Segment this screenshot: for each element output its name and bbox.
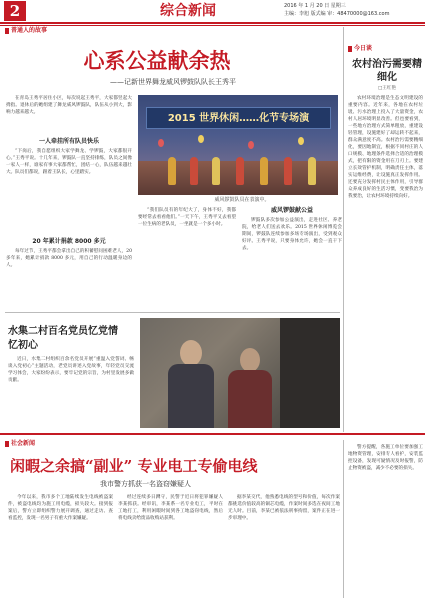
issue-editor: 主编：李旭 版式编 审：48470000@163.com: [284, 11, 390, 17]
bottom-paragraph: 经过连续多日蹲守，民警于近日将犯罪嫌疑人李某抓获。经审讯，李某系一名专业电工，平时在工地打工，利用闲暇时间到各工地盗窃电线，然后将电线卖给废品收购站获利。: [118, 495, 223, 521]
lead-column-tag: [5, 27, 47, 35]
bottom-headline: 闲暇之余搞“副业” 专业电工专偷电线: [10, 457, 258, 475]
section-divider: [5, 312, 340, 313]
photo-performer: [236, 157, 244, 185]
sidebar-column-tag-label: 今日谈: [354, 45, 373, 52]
villager-paragraph: 近日，水集二村组织百余名党员开展“重温入党誓词、畅谈入党初心”主题活动，老党员讲述入党故事，年轻党员交流学习体会，大家纷纷表示，要牢记党的宗旨，为村里发展多做贡献。: [8, 357, 134, 383]
lead-photo-caption: 威风锣鼓队员在表演中。: [214, 197, 270, 203]
tag-bullet: [5, 441, 9, 447]
lead-headline: 心系公益献余热: [83, 48, 231, 73]
photo-doorway: [280, 318, 340, 428]
lead-paragraph: 在青岛王秀平居住小区，每次说起王秀平，大家都竖起大拇指。退休后的她组建了舞龙威风锣鼓队，队伍从小到大，影响力越来越大。: [6, 96, 132, 115]
issue-info: [284, 2, 422, 18]
bottom-paragraph: 今年以来，我市多个工地陆续发生电线被盗案件，被盗电线均为施工用电缆，损失较大。接到报案后，警方立即组织警力展开调查，通过走访、查看监控，发现一名男子有重大作案嫌疑。: [8, 495, 113, 521]
section-name: 综合新闻: [160, 3, 216, 19]
photo-performer: [260, 157, 268, 185]
lead-paragraph: “我们队员有的年纪大了，身体不好，我都要经常去看看他们。”一天下午，王秀平又去看望一位生病的老队员，一坐就是一个多小时。: [138, 208, 236, 227]
photo-performer: [190, 157, 198, 185]
bottom-divider: [343, 440, 344, 598]
photo-banner-text: 2015 世界休闲……化节专场演: [167, 113, 310, 124]
lead-photo: [138, 95, 338, 195]
lead-column-tag-label: 普通人的故事: [11, 27, 48, 34]
photo-balloon: [248, 141, 254, 149]
bottom-column-tag-label: 社会新闻: [11, 440, 36, 447]
lead-paragraph: “下岗后，我自愿组织大家学舞龙、学锣鼓，大家都很开心。”王秀平说。十几年来，锣鼓队一直坚持排练，队员之间像一家人一样，谁家有事大家都帮忙，团结一心，队伍越来越壮大。队员们都说，跟着王队长，心里踏实。: [6, 149, 132, 175]
photo-person-head: [180, 340, 202, 366]
lead-paragraph: 锣鼓队多次参加公益演出，走进社区、养老院，给老人们送去欢乐。2015 世界休闲博览会期间，锣鼓队连续参加多场专场演出，受到观众好评。王秀平说，只要身体允许，她会一直干下去。: [242, 218, 342, 251]
photo-person-head: [240, 348, 260, 372]
bottom-column-tag: [5, 440, 35, 448]
lead-subhead: 20 年累计捐款 8000 多元: [32, 238, 106, 245]
photo-performer: [284, 157, 292, 185]
lead-subheadline: ——记新世界舞龙威风锣鼓队队长王秀平: [110, 78, 236, 86]
tag-bullet: [348, 46, 352, 52]
bottom-subheadline: 我市警方抓获一名盗窃嫌疑人: [100, 480, 191, 488]
villager-photo: [140, 318, 340, 428]
villager-headline: 水集二村百名党员忆党情忆初心: [8, 326, 118, 351]
photo-performer: [308, 157, 316, 185]
sidebar-divider: [343, 27, 344, 432]
sidebar-headline: 农村治污需要精细化: [352, 59, 422, 83]
sidebar-paragraph: 农村环境治理是生态文明建设的重要内容。近年来，各地在农村垃圾、污水治理上投入了大量资金，农村人居环境明显改善。但也要看到，一些地方治理方式简单粗放，重建设轻管理，设施建好了却运转不起来，群众满意度不高。农村治污需要精细化，要因地制宜，根据不同村庄的人口规模、地理条件选择合适的治理模式，把有限的资金用在刀刃上。要建立长效管护机制，明确责任主体，落实运维经费，让设施真正发挥作用。还要充分发挥村民主体作用，引导群众养成良好的生活习惯，变要我治为我要治，让农村环境持续向好。: [348, 96, 423, 199]
page-number: 2: [4, 1, 26, 21]
masthead-rule: [0, 22, 425, 26]
photo-balloon: [298, 137, 304, 145]
issue-date: 2016 年 1 月 20 日 星期三: [284, 3, 346, 9]
photo-person-body: [228, 370, 272, 428]
photo-banner: [146, 107, 331, 129]
bottom-paragraph: 警方提醒，各施工单位要加强工地物资管理，安排专人看护，安装监控设备，发现可疑情况及时报警，防止物资被盗，减少不必要的损失。: [348, 445, 423, 471]
sidebar-column-tag: [348, 45, 372, 53]
photo-person-body: [168, 364, 214, 428]
masthead: [0, 0, 425, 22]
sidebar-author: □王红艳: [377, 86, 397, 91]
bottom-paragraph: 据李某交代，他熟悉电线的型号和价值，每次作案都挑选价值较高的铜芯电缆，作案时间多选在夜间工地无人时。目前，李某已被依法刑事拘留，案件正在进一步审理中。: [228, 495, 340, 521]
lead-subhead: 威风锣鼓献公益: [270, 207, 313, 214]
photo-performer: [168, 157, 176, 185]
photo-balloon: [158, 139, 164, 147]
photo-performer: [212, 157, 220, 185]
tag-bullet: [5, 28, 9, 34]
lead-subhead: 一人牵挂所有队员快乐: [38, 138, 99, 145]
lead-paragraph: 每年过节，王秀平都会拿出自己的积蓄慰问困难老人，20 多年来，她累计捐款 8000 多元，用自己的行动温暖身边的人。: [6, 249, 132, 268]
photo-balloon: [198, 135, 204, 143]
section-divider: [0, 433, 425, 436]
